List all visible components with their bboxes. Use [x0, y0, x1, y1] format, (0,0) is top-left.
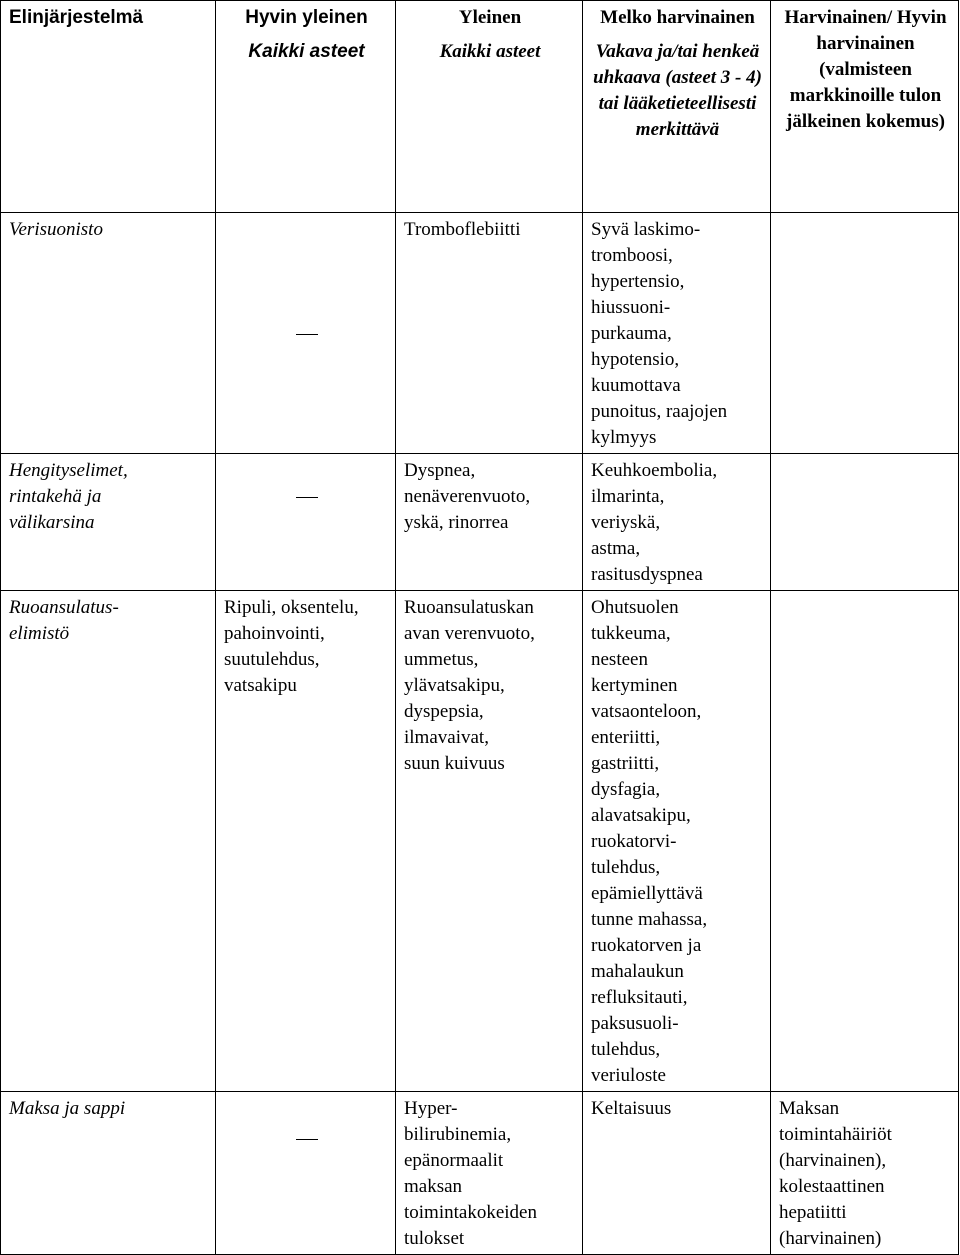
header-very-common — [216, 1, 396, 213]
row-very-common-cell — [216, 454, 396, 591]
row-system-cell — [1, 213, 216, 454]
header-common-sub: Kaikki asteet — [439, 41, 541, 62]
row-system-cell — [1, 454, 216, 591]
row-common: Hyper- bilirubinemia, epänormaalit maksan toimintakokeiden tulokset — [404, 1098, 537, 1249]
row-rare-cell — [771, 213, 959, 454]
row-uncommon: Keltaisuus — [591, 1098, 672, 1119]
row-rare-cell — [771, 454, 959, 591]
header-rare-label: Harvinainen/ Hyvin harvinainen (valmisteen markkinoille tulon jälkeinen kokemus) — [784, 7, 947, 132]
row-very-common: Ripuli, oksentelu, pahoinvointi, suutulehdus, vatsakipu — [224, 597, 359, 696]
empty-dash — [296, 334, 318, 335]
header-row — [1, 1, 959, 213]
row-system-cell — [1, 1092, 216, 1255]
header-common-label: Yleinen — [458, 7, 522, 28]
row-common-cell — [396, 1092, 583, 1255]
row-common-cell — [396, 454, 583, 591]
row-common: Dyspnea, nenäverenvuoto, yskä, rinorrea — [404, 460, 531, 533]
header-system-label: Elinjärjestelmä — [9, 7, 144, 28]
row-very-common-cell — [216, 591, 396, 1092]
table-row — [1, 1092, 959, 1255]
row-system: Ruoansulatus- elimistö — [9, 597, 119, 644]
row-uncommon: Ohutsuolen tukkeuma, nesteen kertyminen vatsaonteloon, enteriitti, gastriitti, dysfagia, alavatsakipu, ruokatorvi- tulehdus, epämiellyttävä tunne mahassa, ruokatorven ja mahalaukun refluksitauti, paksusuoli- tulehdus, veriuloste — [591, 597, 708, 1086]
row-system: Hengityselimet, rintakehä ja välikarsina — [9, 460, 128, 533]
header-system — [1, 1, 216, 213]
table-row — [1, 213, 959, 454]
row-rare-cell — [771, 591, 959, 1092]
row-rare-cell — [771, 1092, 959, 1255]
row-uncommon-cell — [583, 1092, 771, 1255]
row-uncommon-cell — [583, 591, 771, 1092]
row-very-common-cell — [216, 1092, 396, 1255]
row-common: Ruoansulatuskan avan verenvuoto, ummetus, ylävatsakipu, dyspepsia, ilmavaivat, suun kuivuus — [404, 597, 535, 774]
row-uncommon-cell — [583, 213, 771, 454]
row-uncommon: Keuhkoembolia, ilmarinta, veriyskä, astma, rasitusdyspnea — [591, 460, 718, 585]
header-uncommon — [583, 1, 771, 213]
header-very-common-sub: Kaikki asteet — [248, 41, 365, 62]
table-row — [1, 591, 959, 1092]
empty-dash — [296, 1139, 318, 1140]
row-common: Tromboflebiitti — [404, 219, 521, 240]
row-system: Verisuonisto — [9, 219, 103, 240]
header-uncommon-sub: Vakava ja/tai henkeä uhkaava (asteet 3 - 4) tai lääketieteellisesti merkittävä — [593, 41, 762, 140]
empty-dash — [296, 497, 318, 498]
row-very-common-cell — [216, 213, 396, 454]
row-common-cell — [396, 213, 583, 454]
row-system-cell — [1, 591, 216, 1092]
row-uncommon: Syvä laskimo- tromboosi, hypertensio, hiussuoni- purkauma, hypotensio, kuumottava punoitus, raajojen kylmyys — [591, 219, 728, 448]
header-common — [396, 1, 583, 213]
header-very-common-label: Hyvin yleinen — [245, 7, 368, 28]
table-row — [1, 454, 959, 591]
row-uncommon-cell — [583, 454, 771, 591]
header-uncommon-label: Melko harvinainen — [600, 7, 755, 28]
row-rare: Maksan toimintahäiriöt (harvinainen), kolestaattinen hepatiitti (harvinainen) — [779, 1098, 892, 1249]
row-system: Maksa ja sappi — [9, 1098, 126, 1119]
row-common-cell — [396, 591, 583, 1092]
header-rare — [771, 1, 959, 213]
